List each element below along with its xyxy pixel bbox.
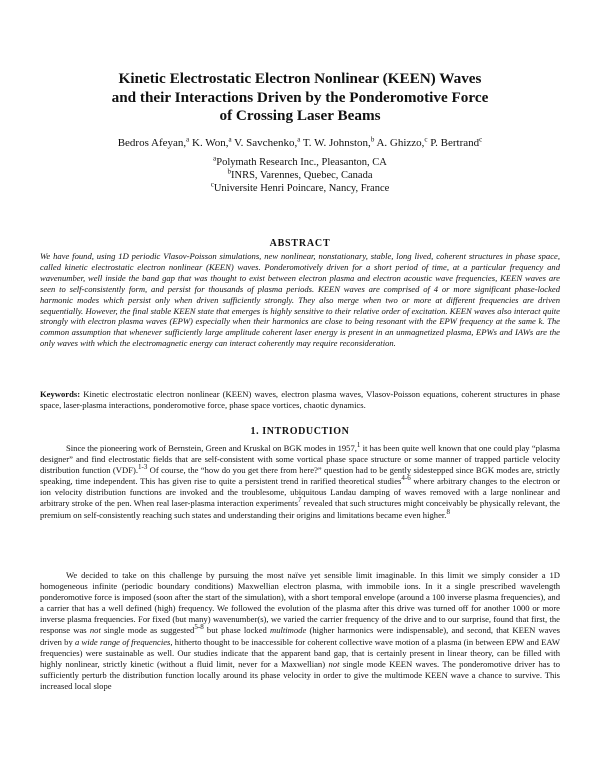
affiliation: $^b$INRS, Varennes, Quebec, Canada xyxy=(227,167,373,181)
text-run: , hitherto thought to be inaccessible for coherent collective wave motion of a plasma (in between EPW and EAW frequencies) were sustainable as well. Our studies indicate that the apparent band gap, that is certainly present in linear theory, can be filled with highly nonlinear, strictly kinetic (without a fluid limit, never for a Maxwellian) xyxy=(40,636,560,669)
paper-title xyxy=(60,70,540,126)
abstract-heading: ABSTRACT xyxy=(269,238,331,249)
citation-superscript: 1 xyxy=(356,441,361,450)
text-run: it has been quite well known that one could play “plasma designer” and find electrostatic fields that are self-consistent with some vortical phase space structure or some manner of trapped particle velocity distribution function (VDF). xyxy=(40,443,560,476)
text-run: Since the pioneering work of Bernstein, Green and Kruskal on BGK modes in 1957, xyxy=(66,443,357,453)
emphasis: multimode xyxy=(270,625,307,636)
text-run: where arbitrary changes to the electron or ion velocity distribution functions are invoked and the troublesome, ubiquitous Landau damping of waves removed with a large nonlinear and arbitrary stroke of the pen. When real laser-plasma interaction experiments xyxy=(40,476,560,509)
citation-superscript: 8 xyxy=(446,507,450,516)
citation-superscript: 5-8 xyxy=(194,623,204,632)
text-run: Of course, the “how do you get there from here?” question had to be gently sidestepped since BGK modes are, strictly speaking, time independent. This has given rise to quite a persistent trend in rarified theoretical studies xyxy=(40,465,560,487)
abstract-text: We have found, using 1D periodic Vlasov-Poisson simulations, new nonlinear, nonstationary, stable, long lived, coherent structures in phase space, called kinetic electrostatic electron nonlinear (KEEN) waves. Ponderomotively driven for a short period of time, at a particular frequency and wavenumber, well inside the band gap that was thought to exist between electron plasma and electron acoustic wave frequencies, KEEN waves are seen to self-consistently form, and persist for thousands of plasma periods. KEEN waves are comprised of 4 or more significant phase-locked harmonic modes which persist only when driven sufficiently strongly. They also merge when two or more at different frequencies are driven sequentially. However, the final stable KEEN state that emerges is highly sensitive to their relative order of excitation. KEEN waves also interact quite strongly with electron plasma waves (EPW) especially when their harmonics are close to being resonant with the EPW frequency at the same k. The common assumption that whenever sufficiently large amplitude coherent laser energy is present in an unmagnetized plasma, EPWs and IAWs are the only waves with which the electromagnetic energy can interact coherently may require reconsideration. xyxy=(40,251,560,349)
author: T. W. Johnston,$^b$ xyxy=(300,135,375,149)
title-line: of Crossing Laser Beams xyxy=(219,107,381,124)
citation-superscript: 4-6 xyxy=(401,474,411,483)
text-run: but phase locked xyxy=(203,625,271,636)
text-run: single mode KEEN waves. The ponderomotive driver has to sufficiently perturb the distribution function locally around its phase velocity in order to give the multimode KEEN wave a chance to survive. This increased local slope xyxy=(40,658,560,691)
text-run: revealed that such structures might conceivably be physically relevant, the premium on self-consistently reaching such states and understanding their origins and limitations became even higher. xyxy=(40,498,560,520)
citation-superscript: 7 xyxy=(297,496,302,505)
section-heading: 1. INTRODUCTION xyxy=(250,426,350,437)
title-line: and their Interactions Driven by the Ponderomotive Force xyxy=(111,88,489,106)
keywords xyxy=(40,389,560,411)
emphasis: not xyxy=(89,625,101,636)
intro-paragraph-1 xyxy=(40,443,560,521)
intro-paragraph-2 xyxy=(40,570,560,692)
affiliation: $^a$Polymath Research Inc., Pleasanton, CA xyxy=(213,154,387,168)
text-run: We decided to take on this challenge by pursuing the most naïve yet sensible limit imaginable. In this limit we simply consider a 1D homogeneous infinite (periodic boundary conditions) Maxwellian electron plasma, with immobile ions. In it a single prescribed wavelength ponderomotive force is imposed (soon after the start of the simulation), with a short temporal envelope (around a 100 inverse plasma frequencies), and a carrier that has a well defined (high) frequency. We followed the evolution of the plasma after this drive was turned off for another 1000 or more inverse plasma frequencies. For fixed (but many) wavenumber(s), we varied the carrier frequency of the drive and to our surprise, found that first, the response was xyxy=(40,570,560,636)
author: V. Savchenko,$^a$ xyxy=(231,135,301,149)
emphasis: not xyxy=(328,658,340,669)
keywords-text: Kinetic electrostatic electron nonlinear (KEEN) waves, electron plasma waves, Vlasov-Poisson equations, coherent structures in phase space, laser-plasma interactions, ponderomotive force, phase space vortices, chaotic dynamics. xyxy=(40,389,560,410)
author-list xyxy=(30,136,570,150)
citation-superscript: 1-3 xyxy=(138,463,148,472)
affiliation: $^c$Universite Henri Poincare, Nancy, France xyxy=(210,180,390,194)
author: K. Won,$^a$ xyxy=(189,135,232,149)
emphasis: a wide range of frequencies xyxy=(74,636,171,647)
author: P. Bertrand$^c$ xyxy=(427,135,483,149)
author: A. Ghizzo,$^c$ xyxy=(374,135,428,149)
title-line: Kinetic Electrostatic Electron Nonlinear (KEEN) Waves xyxy=(118,70,482,87)
author: Bedros Afeyan,$^a$ xyxy=(117,135,190,149)
text-run: single mode as suggested xyxy=(100,625,195,636)
text-run: (higher harmonics were indispensable), and second, that KEEN waves driven by xyxy=(40,625,560,647)
keywords-label: Keywords: xyxy=(40,389,81,399)
